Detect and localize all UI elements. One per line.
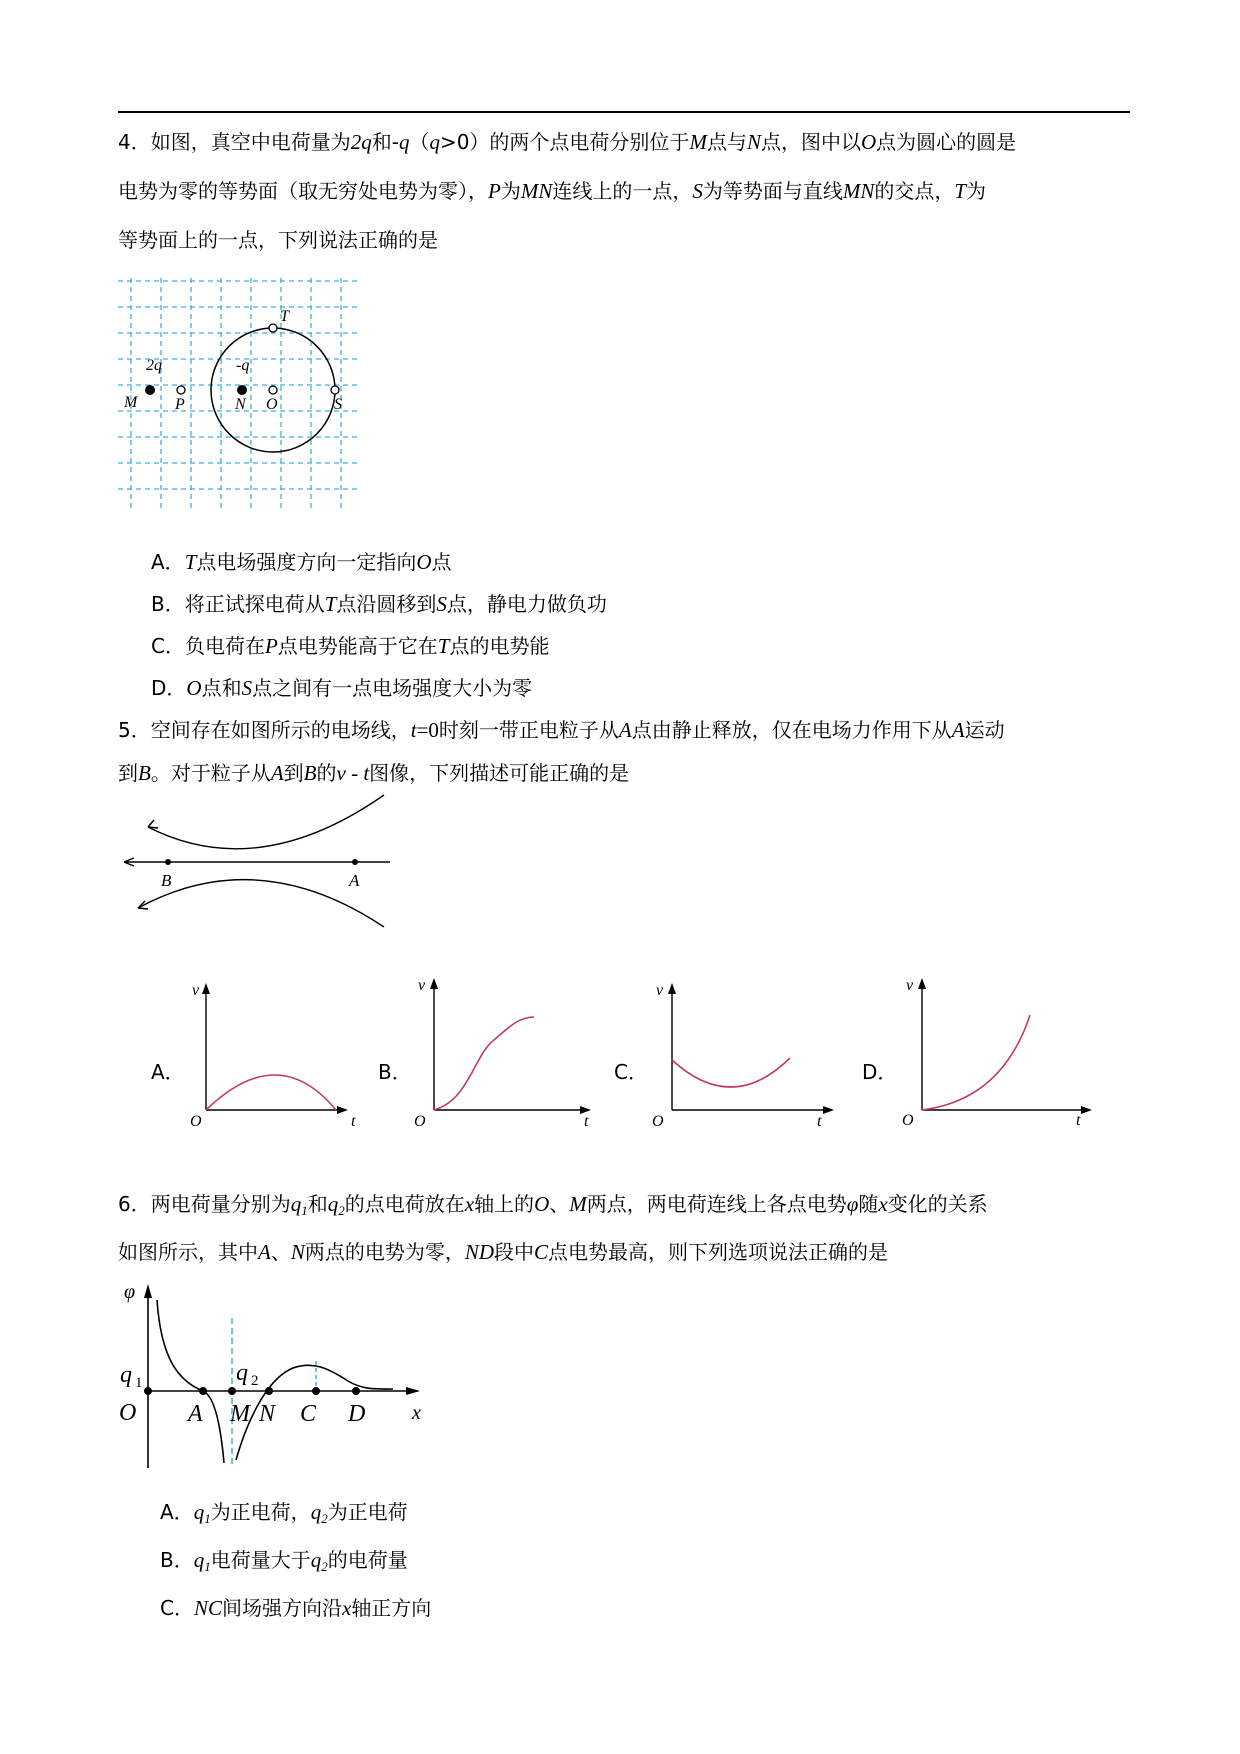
label-D: D xyxy=(348,1401,366,1427)
origin-label: O xyxy=(190,1113,202,1130)
charge-M xyxy=(145,385,155,395)
label-phi: φ xyxy=(124,1281,136,1303)
q4-stem-line1: 4．如图，真空中电荷量为2q和-q（q>0）的两个点电荷分别位于M点与N点，图中以O点为圆心的圆是 xyxy=(118,130,1017,154)
field-line-bottom xyxy=(138,880,384,927)
q6-option-b[interactable]: B．$q_1$电荷量大于$q_2$的电荷量 xyxy=(160,1548,408,1574)
q4-stem-line3: 等势面上的一点，下列说法正确的是 xyxy=(118,228,438,252)
label-minus-q: -q xyxy=(236,357,250,374)
q4-option-a[interactable]: A．T点电场强度方向一定指向O点 xyxy=(151,550,452,574)
q6-stem-line1: 6．两电荷量分别为$q_1$和$q_2$的点电荷放在x轴上的O、M两点，两电荷连线上各点电势φ随x变化的关系 xyxy=(118,1192,988,1218)
q5-graph-b[interactable] xyxy=(414,975,594,1130)
label-P: P xyxy=(175,396,185,413)
point-S xyxy=(331,386,339,394)
axis-t-label: t xyxy=(817,1113,822,1130)
axis-v-label: v xyxy=(656,982,664,999)
arrowhead-top xyxy=(148,820,158,828)
q5-graph-a[interactable] xyxy=(186,980,366,1130)
point-C xyxy=(312,1387,320,1395)
origin-label: O xyxy=(902,1112,914,1129)
q5-graph-d[interactable] xyxy=(902,975,1102,1130)
q5-option-d-label[interactable]: D． xyxy=(862,1060,898,1084)
label-q1: q xyxy=(120,1362,132,1388)
label-q2-sub: 2 xyxy=(251,1373,259,1389)
q6-potential-graph xyxy=(118,1278,438,1478)
label-S: S xyxy=(334,396,342,413)
label-C: C xyxy=(300,1401,317,1427)
axis-t-label: t xyxy=(1076,1112,1081,1129)
q4-stem-line2: 电势为零的等势面（取无穷处电势为零），P为MN连线上的一点，S为等势面与直线MN的交点，T为 xyxy=(118,179,987,203)
field-line-top xyxy=(148,795,384,849)
vt-curve-c xyxy=(672,1058,790,1087)
q5-field-lines-figure xyxy=(118,795,398,935)
axis-t-label: t xyxy=(351,1113,356,1130)
label-N: N xyxy=(235,396,246,413)
point-T xyxy=(269,324,277,332)
label-A: A xyxy=(188,1401,203,1427)
header-rule xyxy=(118,111,1130,113)
origin-label: O xyxy=(652,1113,664,1130)
label-M: M xyxy=(230,1401,250,1427)
point-B xyxy=(165,859,171,865)
label-M: M xyxy=(124,394,138,411)
q6-stem-line2: 如图所示，其中A、N两点的电势为零，ND段中C点电势最高，则下列选项说法正确的是 xyxy=(118,1240,889,1264)
point-A xyxy=(199,1387,207,1395)
label-2q: 2q xyxy=(146,357,162,374)
vt-curve-a xyxy=(206,1075,336,1110)
phi-curve-left xyxy=(157,1300,224,1463)
q4-option-c[interactable]: C．负电荷在P点电势能高于它在T点的电势能 xyxy=(151,634,550,658)
q5-stem-line1: 5．空间存在如图所示的电场线，t=0时刻一带正电粒子从A点由静止释放，仅在电场力作用下从A运动 xyxy=(118,718,1005,742)
label-x: x xyxy=(412,1402,421,1424)
q5-option-b-label[interactable]: B． xyxy=(378,1060,412,1084)
label-B: B xyxy=(161,871,172,890)
q5-stem-line2: 到B。对于粒子从A到B的v - t图像，下列描述可能正确的是 xyxy=(118,761,630,785)
q5-graph-c[interactable] xyxy=(652,980,842,1130)
q4-equipotential-figure xyxy=(118,278,358,508)
label-A: A xyxy=(349,871,360,890)
q6-option-c[interactable]: C．NC间场强方向沿x轴正方向 xyxy=(160,1596,432,1620)
axis-t-label: t xyxy=(584,1113,589,1130)
q6-option-a[interactable]: A．$q_1$为正电荷，$q_2$为正电荷 xyxy=(160,1500,408,1526)
label-q2: q xyxy=(236,1360,248,1386)
q5-option-a-label[interactable]: A． xyxy=(151,1060,185,1084)
label-N: N xyxy=(259,1401,276,1427)
label-O: O xyxy=(119,1400,137,1426)
q4-option-d[interactable]: D．O点和S点之间有一点电场强度大小为零 xyxy=(151,676,533,700)
point-A xyxy=(352,859,358,865)
label-T: T xyxy=(280,308,289,325)
charge-N xyxy=(237,385,247,395)
axis-v-label: v xyxy=(418,977,426,994)
point-M xyxy=(228,1387,236,1395)
vt-curve-d xyxy=(922,1015,1030,1110)
point-P xyxy=(177,386,185,394)
axis-v-label: v xyxy=(192,982,200,999)
point-O xyxy=(144,1387,152,1395)
label-q1-sub: 1 xyxy=(135,1375,143,1391)
origin-label: O xyxy=(414,1113,426,1130)
point-N xyxy=(265,1387,273,1395)
q4-option-b[interactable]: B．将正试探电荷从T点沿圆移到S点，静电力做负功 xyxy=(151,592,607,616)
vt-curve-b xyxy=(434,1017,534,1110)
axis-v-label: v xyxy=(906,977,914,994)
point-D xyxy=(352,1387,360,1395)
point-O xyxy=(269,386,277,394)
label-O: O xyxy=(266,396,278,413)
q5-option-c-label[interactable]: C． xyxy=(614,1060,648,1084)
